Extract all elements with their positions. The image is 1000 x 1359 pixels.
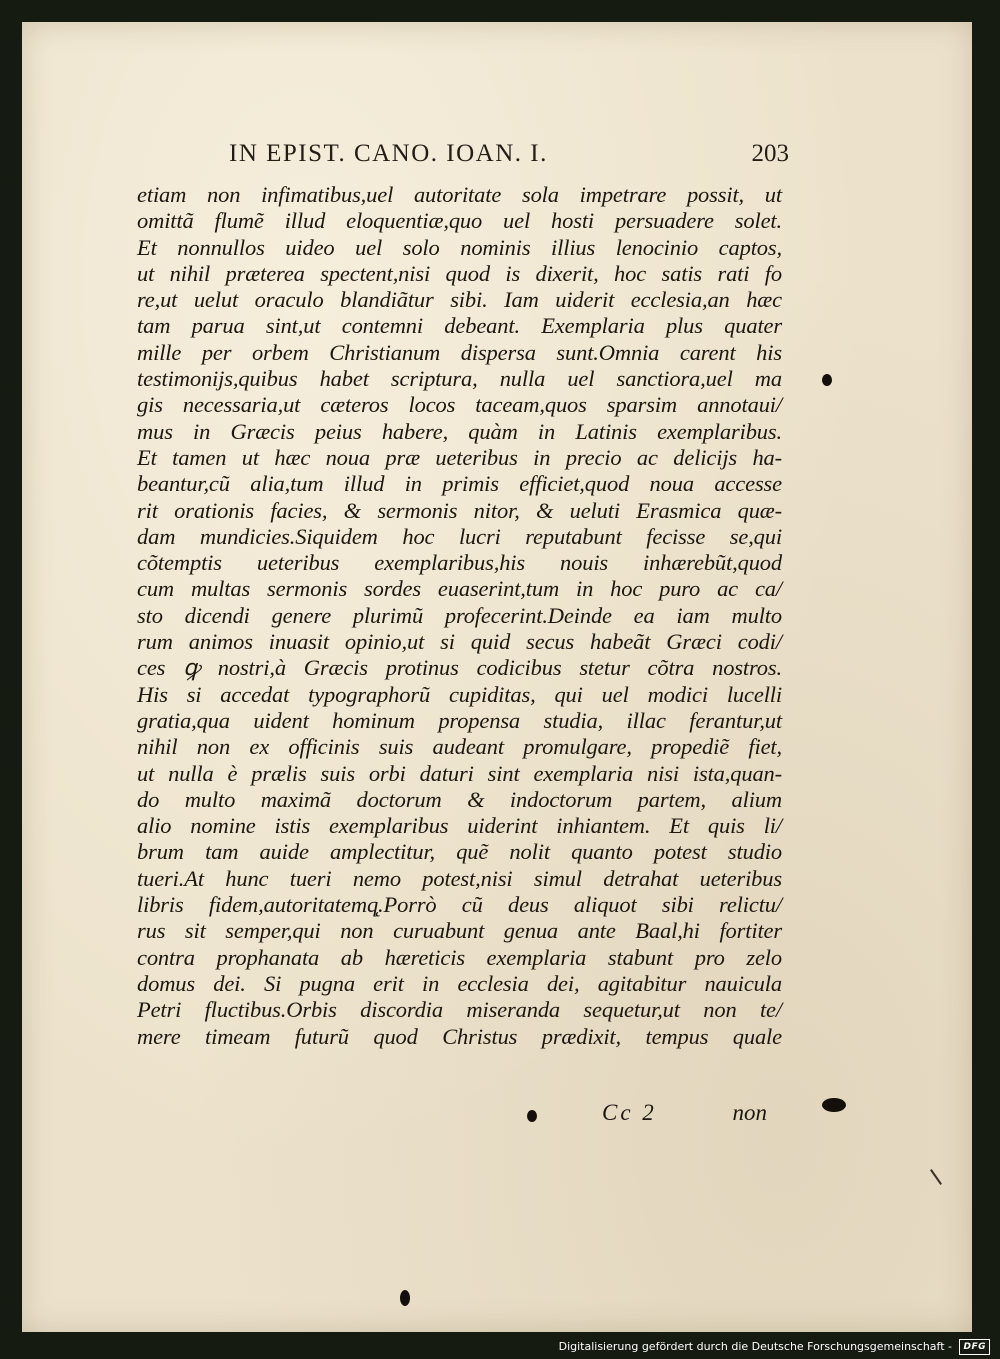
- text-line: His si accedat typographorũ cupiditas, qui uel modici lucelli: [137, 681, 782, 707]
- text-line: Et nonnullos uideo uel solo nominis illius lenocinio captos,: [137, 234, 782, 260]
- text-line: brum tam auide amplectitur, quẽ nolit quanto potest studio: [137, 839, 782, 865]
- signature-mark: Cc 2: [602, 1100, 657, 1125]
- text-line: do multo maximã doctorum & indoctorum partem, alium: [137, 786, 782, 812]
- text-line: sto dicendi genere plurimũ profecerint.Deinde ea iam multo: [137, 602, 782, 628]
- text-line: ut nihil præterea spectent,nisi quod is dixerit, hoc satis rati fo: [137, 260, 782, 286]
- text-line: ces ꝙ nostri,à Græcis protinus codicibus stetur cõtra nostros.: [137, 655, 782, 681]
- text-line: mere timeam futurũ quod Christus prædixit, tempus quale: [137, 1023, 782, 1049]
- text-line: etiam non infimatibus,uel autoritate sola impetrare possit, ut: [137, 182, 782, 207]
- text-line: contra prophanata ab hæreticis exemplaria stabunt pro zelo: [137, 944, 782, 970]
- text-line: Et tamen ut hæc noua præ ueteribus in precio ac delicijs ha-: [137, 444, 782, 470]
- text-line: rit orationis facies, & sermonis nitor, & ueluti Erasmica quæ-: [137, 497, 782, 523]
- text-line: beantur,cũ alia,tum illud in primis efficiet,quod noua accesse: [137, 471, 782, 497]
- dfg-logo-icon: DFG: [959, 1339, 990, 1355]
- ink-spot: [400, 1290, 410, 1306]
- text-line: mus in Græcis peius habere, quàm in Latinis exemplaribus.: [137, 418, 782, 444]
- text-line: omittã flumẽ illud eloquentiæ,quo uel hosti persuadere solet.: [137, 208, 782, 234]
- ink-spot: [527, 1110, 537, 1122]
- catchword-line: [602, 1100, 767, 1130]
- ink-spot: [822, 1098, 846, 1112]
- text-line: tueri.At hunc tueri nemo potest,nisi simul detrahat ueteribus: [137, 865, 782, 891]
- text-line: rum animos inuasit opinio,ut si quid secus habeãt Græci codi/: [137, 629, 782, 655]
- text-line: mille per orbem Christianum dispersa sunt.Omnia carent his: [137, 339, 782, 365]
- text-line: dam mundicies.Siquidem hoc lucri reputabunt fecisse se,qui: [137, 523, 782, 549]
- text-line: ut nulla è prælis suis orbi daturi sint exemplaria nisi ista,quan-: [137, 760, 782, 786]
- text-line: cum multas sermonis sordes euaserint,tum in hoc puro ac ca/: [137, 576, 782, 602]
- text-line: tam parua sint,ut contemni debeant. Exemplaria plus quater: [137, 313, 782, 339]
- digitization-credit: [559, 1338, 990, 1356]
- text-line: cõtemptis ueteribus exemplaribus,his nouis inhærebũt,quod: [137, 550, 782, 576]
- text-line: gis necessaria,ut cæteros locos taceam,quos sparsim annotaui/: [137, 392, 782, 418]
- text-line: libris fidem,autoritatemq̨.Porrò cũ deus aliquot sibi relictu/: [137, 892, 782, 918]
- ink-spot: [822, 374, 832, 386]
- credit-text: Digitalisierung gefördert durch die Deutsche Forschungsgemeinschaft -: [558, 1340, 952, 1353]
- catchword: non: [732, 1100, 767, 1125]
- text-line: Petri fluctibus.Orbis discordia miseranda sequetur,ut non te/: [137, 997, 782, 1023]
- text-line: gratia,qua uident hominum propensa studia, illac ferantur,ut: [137, 707, 782, 733]
- running-head: [229, 140, 789, 168]
- text-line: testimonijs,quibus habet scriptura, nulla uel sanctiora,uel ma: [137, 366, 782, 392]
- folio-number: 203: [751, 140, 789, 167]
- text-line: rus sit semper,qui non curuabunt genua ante Baal,hi fortiter: [137, 918, 782, 944]
- body-text: [137, 182, 782, 1050]
- text-line: re,ut uelut oraculo blandiãtur sibi. Iam uiderit ecclesia,an hæc: [137, 287, 782, 313]
- book-page: [22, 22, 972, 1332]
- running-head-title: IN EPIST. CANO. IOAN. I.: [229, 140, 548, 167]
- text-line: nihil non ex officinis suis audeant promulgare, propediẽ fiet,: [137, 734, 782, 760]
- text-line: domus dei. Si pugna erit in ecclesia dei, agitabitur nauicula: [137, 970, 782, 996]
- text-line: alio nomine istis exemplaribus uiderint inhiantem. Et quis li/: [137, 813, 782, 839]
